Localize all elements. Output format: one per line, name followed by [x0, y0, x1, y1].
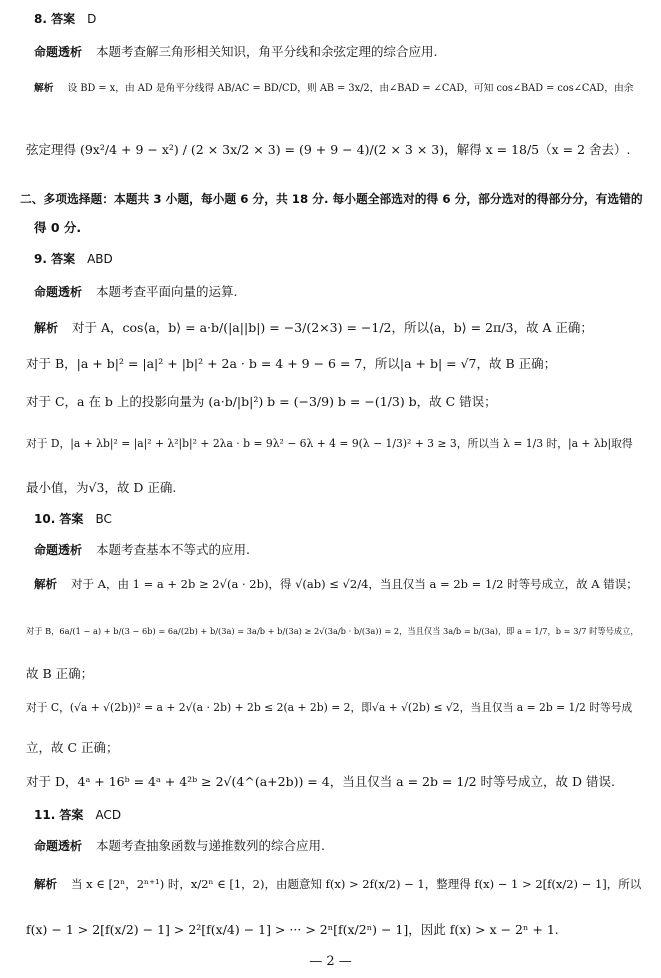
q11-intent: [34, 836, 325, 854]
q10-line-a: 对于 A，由 1 = a + 2b ≥ 2√(a · 2b)，得 √(ab) ≤ √2/4，当且仅当 a = 2b = 1/2 时等号成立，故 A 错误；: [71, 577, 638, 591]
q9-line-b: 对于 B，|a + b|² = |a|² + |b|² + 2a · b = 4 + 9 − 6 = 7，所以|a + b| = √7，故 B 正确；: [26, 356, 557, 371]
q10-intent: [34, 540, 250, 558]
q11-line-1: 当 x ∈ [2ⁿ，2ⁿ⁺¹) 时，x/2ⁿ ∈ [1，2)，由题意知 f(x) > 2f(x/2) − 1，整理得 f(x) − 1 > 2[f(x/2) − 1]，所以: [71, 877, 642, 891]
q8-intent-label: 命题透析: [34, 45, 83, 59]
q10-line-c1: 对于 C，(√a + √(2b))² = a + 2√(a · 2b) + 2b ≤ 2(a + 2b) = 2，即√a + √(2b) ≤ √2，当且仅当 a = 2b = 1/2 时等号成: [26, 701, 633, 714]
q9-header: [34, 250, 113, 267]
q10-analysis-a: [34, 576, 638, 592]
q10-answer: BC: [95, 512, 112, 526]
q9-line-a: 对于 A，cos⟨a，b⟩ = a·b/(|a||b|) = −3/(2×3) = −1/2，所以⟨a，b⟩ = 2π/3，故 A 正确；: [72, 320, 593, 335]
q11-header: [34, 806, 121, 823]
q9-intent-text: 本题考查平面向量的运算.: [96, 284, 238, 299]
q11-header-label: 11. 答案: [34, 808, 84, 822]
q11-line-2: f(x) − 1 > 2[f(x/2) − 1] > 2²[f(x/4) − 1] > ··· > 2ⁿ[f(x/2ⁿ) − 1]，因此 f(x) > x − 2ⁿ + 1.: [26, 922, 559, 937]
q10-line-d: 对于 D，4ᵃ + 16ᵇ = 4ᵃ + 4²ᵇ ≥ 2√(4^(a+2b)) = 4，当且仅当 a = 2b = 1/2 时等号成立，故 D 错误.: [26, 774, 615, 789]
q9-intent-label: 命题透析: [34, 285, 83, 299]
q10-header-label: 10. 答案: [34, 512, 84, 526]
q10-line-c2: 立，故 C 正确；: [26, 740, 119, 755]
q11-intent-text: 本题考查抽象函数与递推数列的综合应用.: [96, 838, 325, 853]
section-2-heading: 二、多项选择题：本题共 3 小题，每小题 6 分，共 18 分. 每小题全部选对的得 6 分，部分选对的得部分分，有选错的: [20, 192, 643, 206]
q11-analysis-1: [34, 876, 641, 892]
q11-intent-label: 命题透析: [34, 839, 83, 853]
q8-intent-text: 本题考查解三角形相关知识，角平分线和余弦定理的综合应用.: [96, 44, 438, 59]
section-2-heading-cont: 得 0 分.: [34, 220, 82, 235]
q9-line-c: 对于 C，a 在 b 上的投影向量为 (a·b/|b|²) b = (−3/9) b = −(1/3) b，故 C 错误；: [26, 394, 497, 409]
q9-line-d2: 最小值，为√3，故 D 正确.: [26, 480, 177, 495]
q11-answer: ACD: [95, 808, 122, 822]
q11-analysis-label: 解析: [34, 877, 57, 891]
q9-analysis-label: 解析: [34, 321, 59, 335]
q9-intent: [34, 282, 238, 300]
q8-analysis-label: 解析: [34, 83, 54, 94]
q10-analysis-label: 解析: [34, 577, 57, 591]
q9-answer: ABD: [87, 252, 113, 266]
q8-header-label: 8. 答案: [34, 12, 76, 26]
q10-header: [34, 510, 112, 527]
q10-intent-text: 本题考查基本不等式的应用.: [96, 542, 250, 557]
q8-analysis-line1: [34, 80, 633, 94]
q8-header: [34, 10, 96, 27]
q10-line-b2: 故 B 正确；: [26, 666, 94, 681]
q10-line-b1: 对于 B，6a/(1 − a) + b/(3 − 6b) = 6a/(2b) + b/(3a) = 3a/b + b/(3a) ≥ 2√(3a/b · b/(3a)) = 2，当且仅当 3a/b = b/(3a)，即 a = 1/7，b = 3/7 时等号成立，: [26, 626, 639, 636]
q8-answer: D: [87, 12, 97, 26]
page-number: — 2 —: [309, 954, 352, 969]
q8-intent: [34, 42, 438, 60]
q9-analysis-a: [34, 318, 593, 336]
q8-analysis-text1: 设 BD = x，由 AD 是角平分线得 AB/AC = BD/CD，则 AB = 3x/2，由∠BAD = ∠CAD，可知 cos∠BAD = cos∠CAD，由余: [67, 83, 634, 94]
q8-analysis-line2: 弦定理得 (9x²/4 + 9 − x²) / (2 × 3x/2 × 3) = (9 + 9 − 4)/(2 × 3 × 3)，解得 x = 18/5（x = 2 舍去）.: [26, 142, 631, 157]
q9-line-d1: 对于 D，|a + λb|² = |a|² + λ²|b|² + 2λa · b = 9λ² − 6λ + 4 = 9(λ − 1/3)² + 3 ≥ 3，所以当 λ = 1/3 时，|a + λb|取得: [26, 437, 633, 450]
q9-header-label: 9. 答案: [34, 252, 76, 266]
q10-intent-label: 命题透析: [34, 543, 83, 557]
